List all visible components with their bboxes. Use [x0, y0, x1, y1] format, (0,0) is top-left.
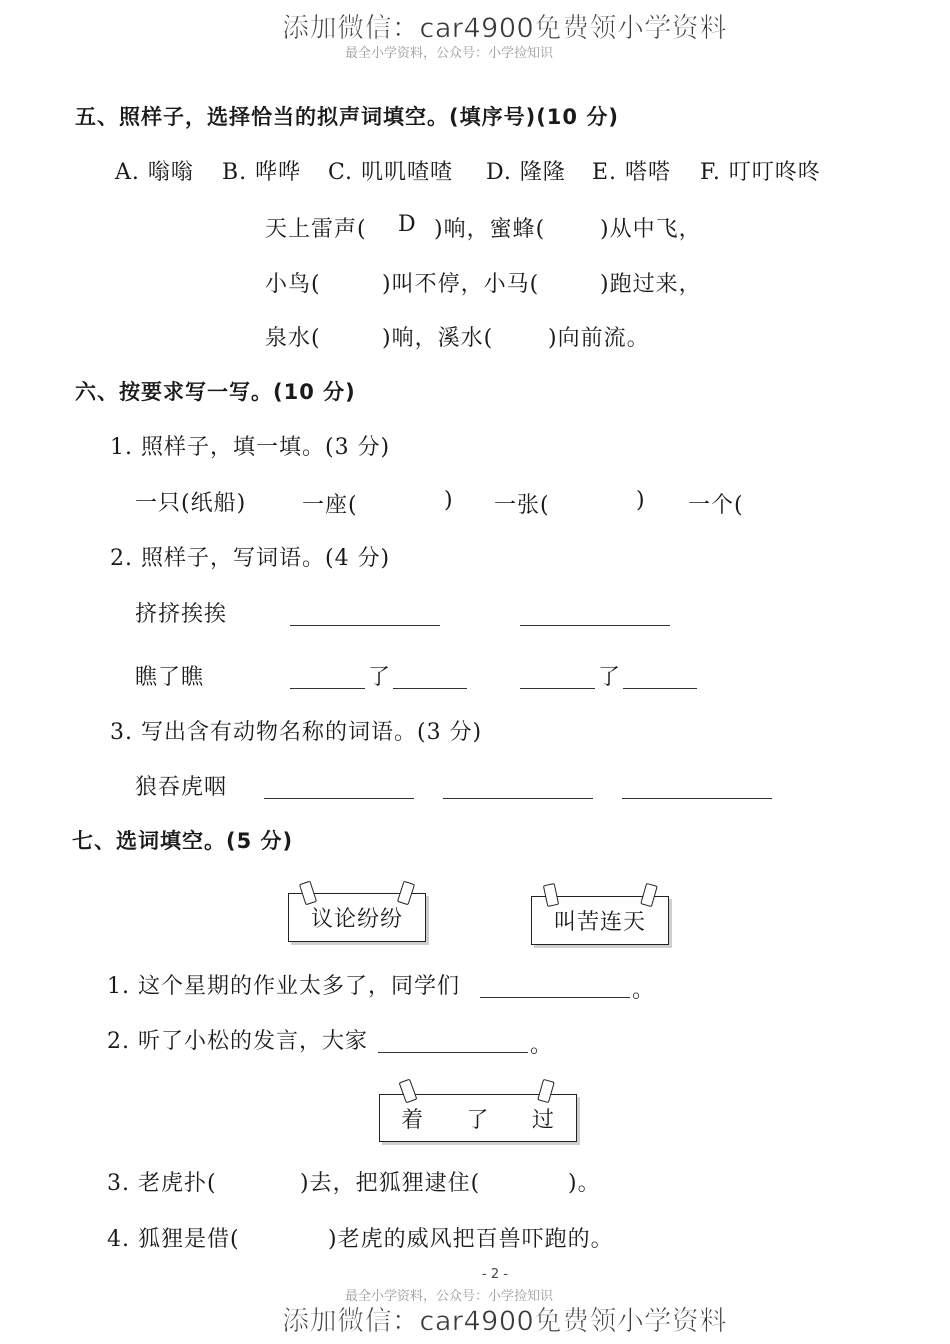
word-card-text: 了 — [466, 1107, 490, 1133]
s7-q1-end: 。 — [632, 978, 656, 1003]
answer-line[interactable] — [480, 997, 630, 998]
answer-line[interactable] — [290, 688, 365, 689]
s6-q1-blank2-open: 一张( — [494, 493, 550, 518]
option-e: E. 嗒嗒 — [592, 160, 672, 185]
s6-q1-blank2-close: ) — [636, 488, 646, 513]
s7-q3-part2: )去，把狐狸逮住( — [300, 1171, 481, 1196]
s7-q3-part3: )。 — [568, 1171, 601, 1196]
word-card-text: 议论纷纷 — [310, 907, 403, 932]
word-card-text: 叫苦连天 — [553, 910, 646, 935]
option-d: D. 隆隆 — [486, 160, 566, 185]
s6-q1-title: 1. 照样子，填一填。(3 分) — [110, 435, 391, 460]
s5-line1-part2: )响，蜜蜂( — [434, 217, 546, 242]
word-card-text: 着 — [401, 1107, 425, 1133]
answer-line[interactable] — [393, 688, 467, 689]
s6-q2-le-2: 了 — [598, 665, 622, 690]
option-b: B. 哗哗 — [222, 160, 302, 185]
s7-q3-part1: 3. 老虎扑( — [107, 1171, 217, 1196]
page-number: - 2 - — [482, 1267, 508, 1282]
watermark-top: 添加微信：car4900免费领小学资料 — [282, 13, 727, 44]
s5-line1-part3: )从中飞， — [600, 217, 702, 242]
s7-q2-text: 2. 听了小松的发言，大家 — [107, 1029, 368, 1054]
option-a: A. 嗡嗡 — [115, 160, 194, 185]
answer-line[interactable] — [623, 688, 697, 689]
s5-line1-answer: D — [398, 212, 417, 237]
option-c: C. 叽叽喳喳 — [328, 160, 454, 185]
answer-line[interactable] — [378, 1052, 528, 1053]
s6-q2-le-1: 了 — [368, 665, 392, 690]
answer-line[interactable] — [622, 798, 772, 799]
section-7-heading: 七、选词填空。(5 分) — [72, 829, 294, 853]
section-5-heading: 五、照样子，选择恰当的拟声词填空。(填序号)(10 分) — [75, 105, 619, 129]
s7-q1-text: 1. 这个星期的作业太多了，同学们 — [107, 974, 460, 999]
answer-line[interactable] — [290, 625, 440, 626]
s5-line3-part2: )响，溪水( — [382, 326, 494, 351]
s6-q1-example: 一只(纸船) — [135, 491, 247, 516]
s7-q4-part1: 4. 狐狸是借( — [107, 1227, 240, 1252]
section-6-heading: 六、按要求写一写。(10 分) — [75, 380, 356, 404]
answer-line[interactable] — [443, 798, 593, 799]
s6-q1-blank1-open: 一座( — [302, 493, 358, 518]
s5-line2-part1: 小鸟( — [265, 272, 321, 297]
s6-q2-title: 2. 照样子，写词语。(4 分) — [110, 546, 391, 571]
s5-line2-part3: )跑过来， — [600, 272, 702, 297]
answer-line[interactable] — [520, 625, 670, 626]
s5-line1-part1: 天上雷声( — [265, 217, 367, 242]
option-f: F. 叮叮咚咚 — [700, 160, 821, 185]
s7-q2-end: 。 — [530, 1033, 554, 1058]
s6-q1-blank3-open: 一个( — [688, 493, 744, 518]
s5-line2-part2: )叫不停，小马( — [382, 272, 540, 297]
s6-q3-example: 狼吞虎咽 — [135, 775, 228, 800]
watermark-bottom-sub: 最全小学资料，公众号：小学捡知识 — [345, 1289, 554, 1304]
s7-q4-part2: )老虎的威风把百兽吓跑的。 — [328, 1227, 614, 1252]
s6-q2-example1: 挤挤挨挨 — [135, 602, 228, 627]
s6-q3-title: 3. 写出含有动物名称的词语。(3 分) — [110, 720, 483, 745]
answer-line[interactable] — [264, 798, 414, 799]
s5-line3-part1: 泉水( — [265, 326, 321, 351]
s5-line3-part3: )向前流。 — [548, 326, 650, 351]
s6-q2-example2: 瞧了瞧 — [135, 665, 205, 690]
word-card-text: 过 — [531, 1107, 555, 1133]
watermark-top-sub: 最全小学资料，公众号：小学捡知识 — [345, 46, 554, 61]
answer-line[interactable] — [520, 688, 595, 689]
s6-q1-blank1-close: ) — [444, 488, 454, 513]
watermark-bottom: 添加微信：car4900免费领小学资料 — [282, 1306, 727, 1337]
